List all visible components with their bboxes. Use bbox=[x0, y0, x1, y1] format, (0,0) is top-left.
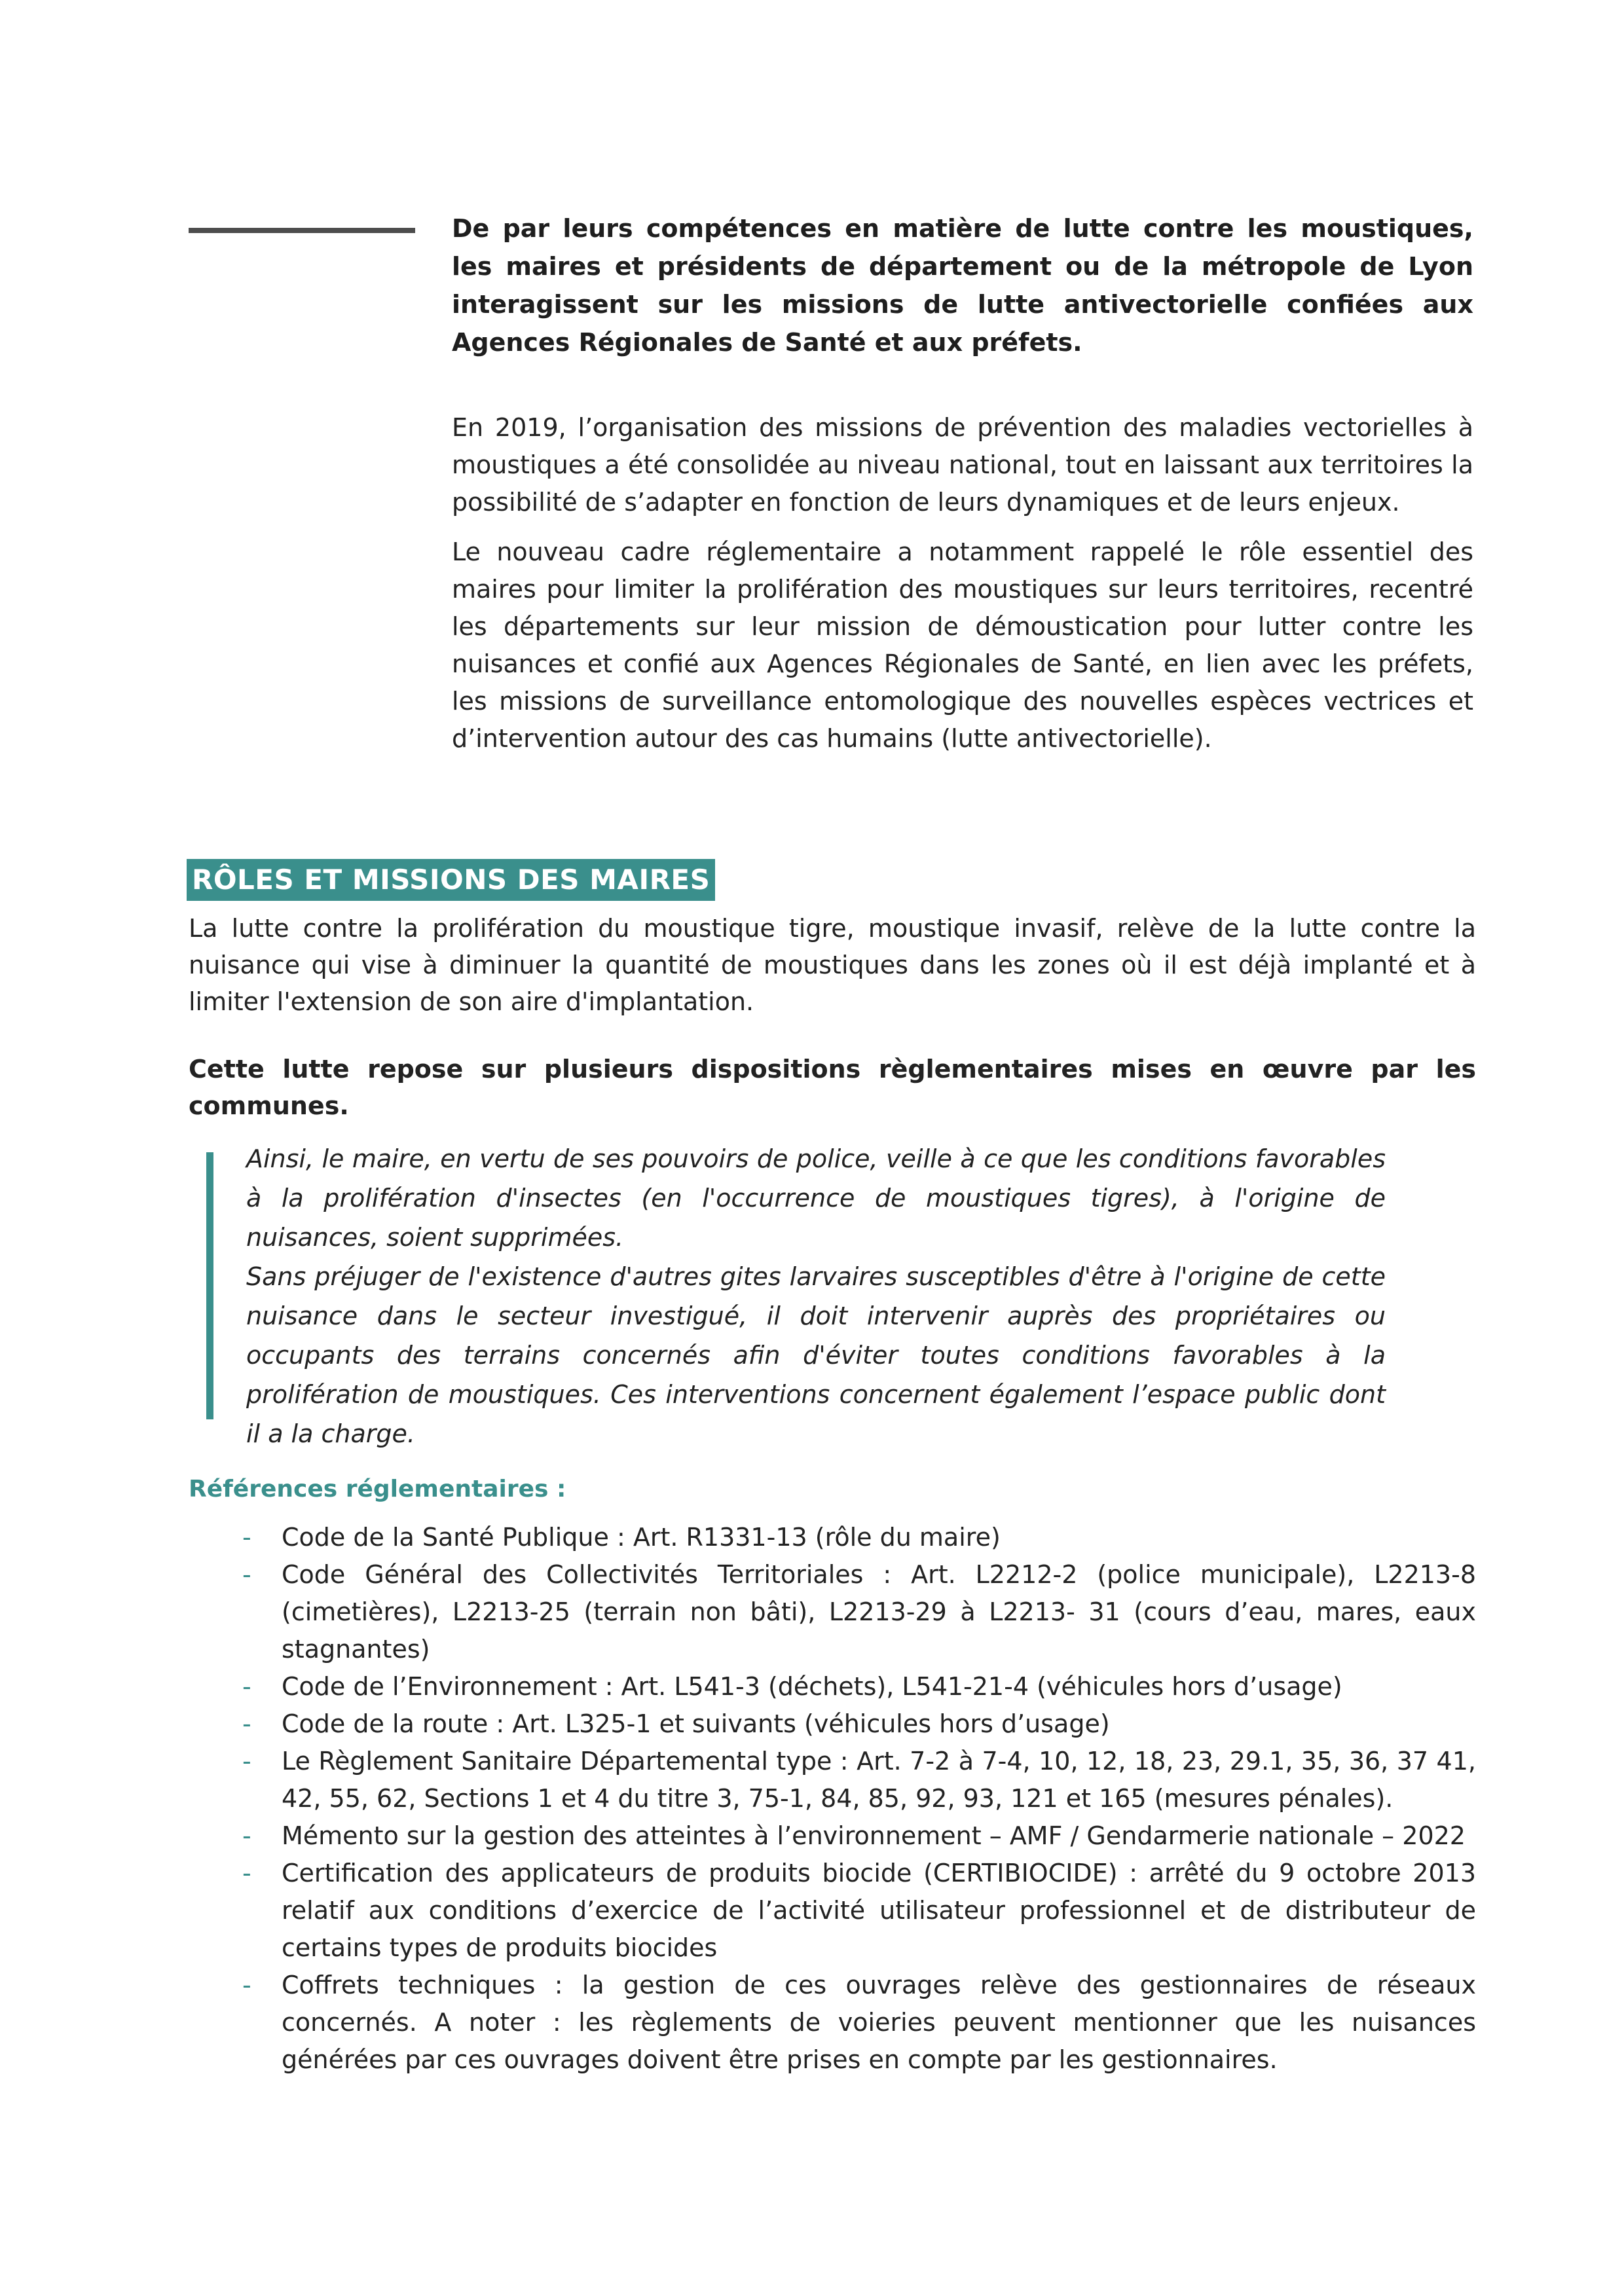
reference-text: Code de la Santé Publique : Art. R1331-13 (rôle du maire) bbox=[282, 1523, 1001, 1552]
references-title: Références réglementaires : bbox=[189, 1476, 566, 1503]
context-paragraph-1: En 2019, l’organisation des missions de prévention des maladies vectorielles à moustiques a été consolidée au niveau national, tout en laissant aux territoires la possibilité de s’adapter en fonction de leurs dynamiques et de leurs enjeux. bbox=[452, 413, 1473, 517]
reference-text: Code de l’Environnement : Art. L541-3 (déchets), L541-21-4 (véhicules hors d’usage) bbox=[282, 1672, 1342, 1701]
section-paragraph: La lutte contre la prolifération du moustique tigre, moustique invasif, relève de la lutte contre la nuisance qui vise à diminuer la quantité de moustiques dans les zones où il est déjà implanté et à limiter l'extension de son aire d'implantation. bbox=[189, 914, 1476, 1016]
reference-text: Code Général des Collectivités Territoriales : Art. L2212-2 (police municipale), L2213-8 (cimetières), L2213-25 (terrain non bâti), L2213-29 à L2213- 31 (cours d’eau, mares, eaux stagnantes) bbox=[282, 1560, 1476, 1664]
list-item bbox=[242, 1743, 1476, 1817]
bullet-dash: - bbox=[242, 1971, 251, 1999]
bullet-dash: - bbox=[242, 1709, 251, 1738]
references-list bbox=[242, 1519, 1476, 2079]
list-item bbox=[242, 1519, 1476, 1556]
quote-bar bbox=[206, 1152, 213, 1419]
reference-text: Code de la route : Art. L325-1 et suivants (véhicules hors d’usage) bbox=[282, 1709, 1110, 1738]
bullet-dash: - bbox=[242, 1821, 251, 1850]
reference-text: Certification des applicateurs de produits biocide (CERTIBIOCIDE) : arrêté du 9 octobre 2013 relatif aux conditions d’exercice de l’activité utilisateur professionnel et de distributeur de certains types de produits biocides bbox=[282, 1859, 1476, 1962]
bullet-dash: - bbox=[242, 1747, 251, 1776]
quote-paragraph-1: Ainsi, le maire, en vertu de ses pouvoirs de police, veille à ce que les conditions favorables à la prolifération d'insectes (en l'occurrence de moustiques tigres), à l'origine de nuisances, soient supprimées. bbox=[246, 1144, 1386, 1252]
list-item bbox=[242, 1967, 1476, 2079]
list-item bbox=[242, 1668, 1476, 1705]
intro-rule bbox=[189, 228, 415, 233]
bullet-dash: - bbox=[242, 1523, 251, 1552]
list-item bbox=[242, 1705, 1476, 1743]
reference-text: Coffrets techniques : la gestion de ces ouvrages relève des gestionnaires de réseaux concernés. A noter : les règlements de voieries peuvent mentionner que les nuisances générées par ces ouvrages doivent être prises en compte par les gestionnaires. bbox=[282, 1971, 1476, 2074]
section-title: RÔLES ET MISSIONS DES MAIRES bbox=[187, 859, 715, 901]
intro-bold-paragraph: De par leurs compétences en matière de lutte contre les moustiques, les maires et présidents de département ou de la métropole de Lyon interagissent sur les missions de lutte antivectorielle confiées aux Agences Régionales de Santé et aux préfets. bbox=[452, 214, 1473, 357]
bullet-dash: - bbox=[242, 1859, 251, 1887]
reference-text: Mémento sur la gestion des atteintes à l’environnement – AMF / Gendarmerie nationale – 2022 bbox=[282, 1821, 1466, 1850]
list-item bbox=[242, 1556, 1476, 1668]
quote-paragraph-2: Sans préjuger de l'existence d'autres gites larvaires susceptibles d'être à l'origine de cette nuisance dans le secteur investigué, il doit intervenir auprès des propriétaires ou occupants des terrains concernés afin d'éviter toutes conditions favorables à la prolifération de moustiques. Ces interventions concernent également l’espace public dont il a la charge. bbox=[246, 1262, 1386, 1448]
section-bold-paragraph: Cette lutte repose sur plusieurs dispositions règlementaires mises en œuvre par les communes. bbox=[189, 1055, 1476, 1120]
bullet-dash: - bbox=[242, 1560, 251, 1589]
context-paragraph-2: Le nouveau cadre réglementaire a notamment rappelé le rôle essentiel des maires pour limiter la prolifération des moustiques sur leurs territoires, recentré les départements sur leur mission de démoustication pour lutter contre les nuisances et confié aux Agences Régionales de Santé, en lien avec les préfets, les missions de surveillance entomologique des nouvelles espèces vectrices et d’intervention autour des cas humains (lutte antivectorielle). bbox=[452, 538, 1473, 753]
bullet-dash: - bbox=[242, 1672, 251, 1701]
quote-block bbox=[246, 1139, 1386, 1453]
reference-text: Le Règlement Sanitaire Départemental type : Art. 7-2 à 7-4, 10, 12, 18, 23, 29.1, 35, 36, 37 41, 42, 55, 62, Sections 1 et 4 du titre 3, 75-1, 84, 85, 92, 93, 121 et 165 (mesures pénales). bbox=[282, 1747, 1476, 1813]
list-item bbox=[242, 1817, 1476, 1855]
list-item bbox=[242, 1855, 1476, 1967]
